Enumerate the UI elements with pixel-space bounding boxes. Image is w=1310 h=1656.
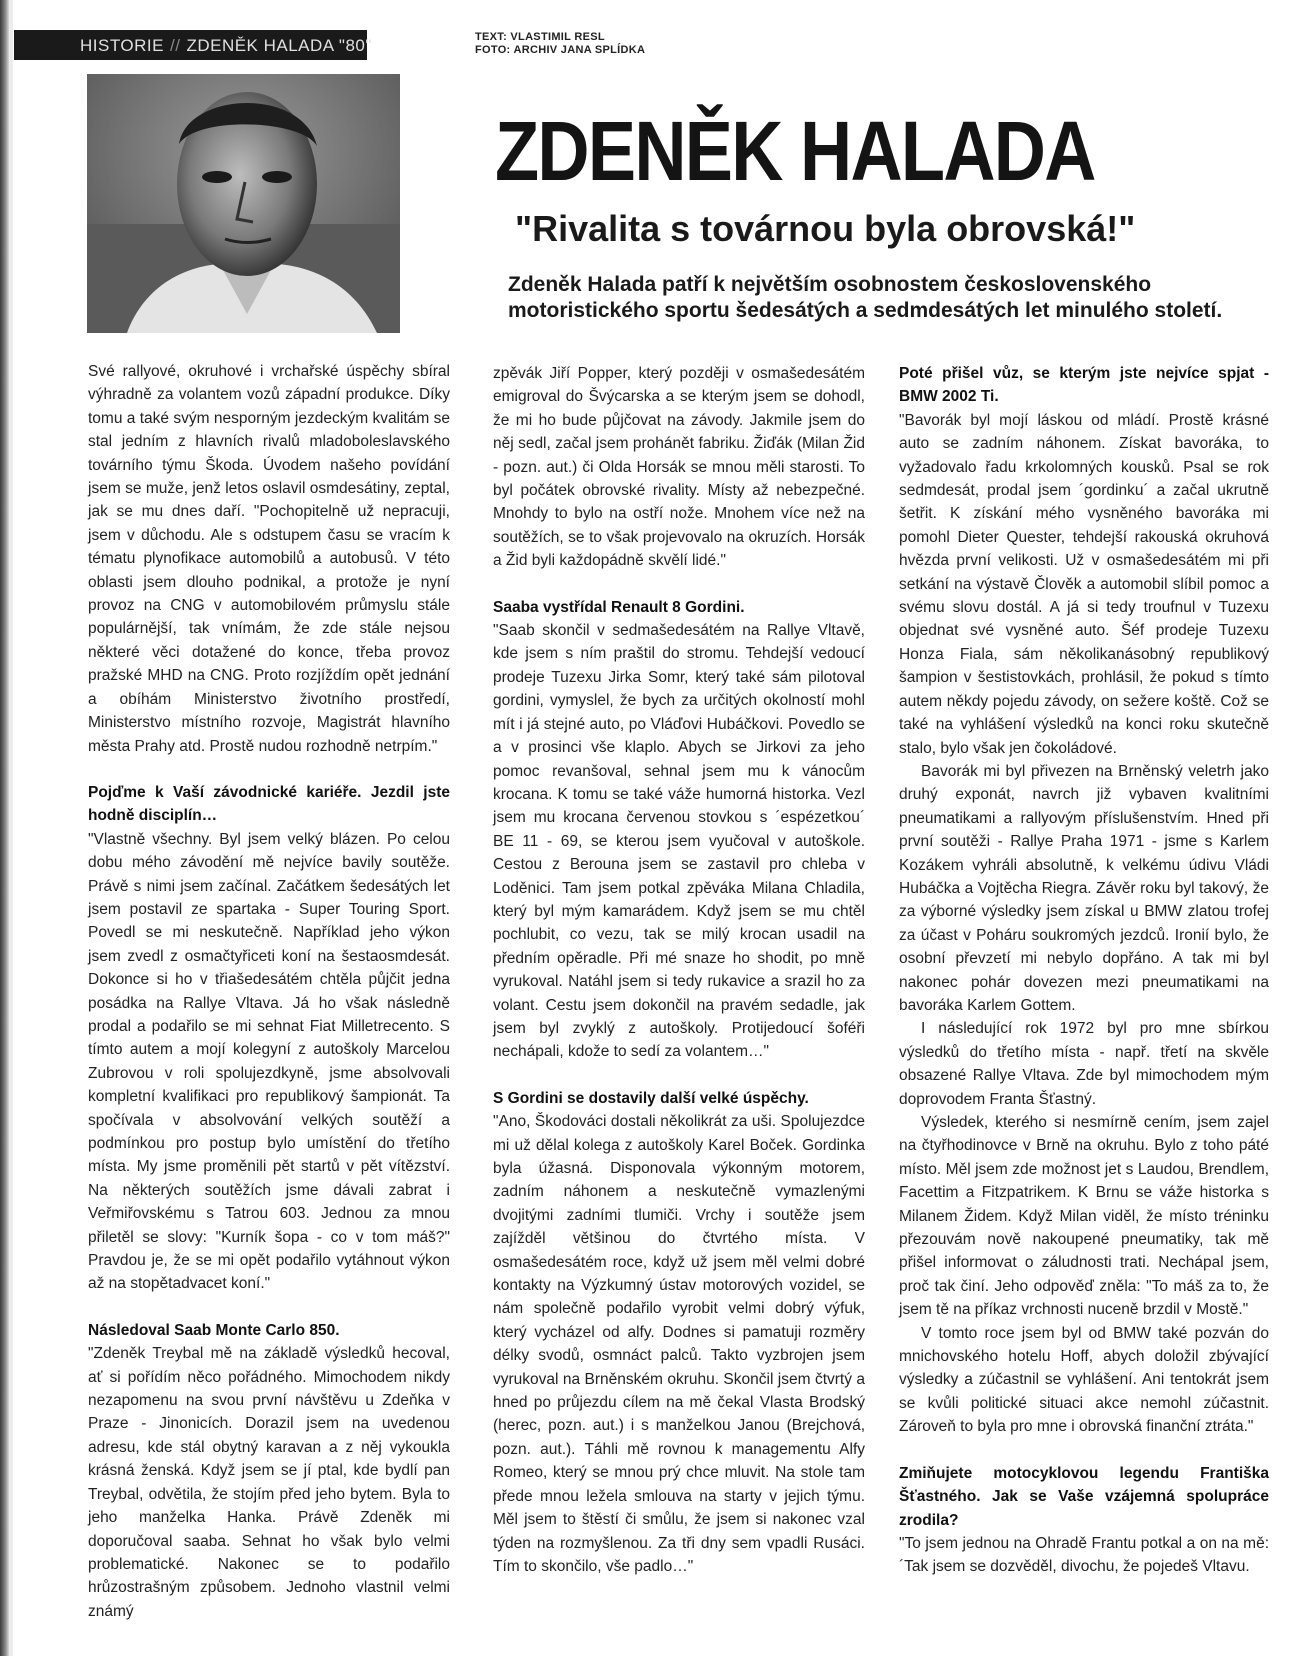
article-subtitle: "Rivalita s továrnou byla obrovská!" (515, 208, 1136, 249)
portrait-photo (87, 74, 400, 333)
interview-question: Následoval Saab Monte Carlo 850. (88, 1321, 340, 1339)
interview-question: Saaba vystřídal Renault 8 Gordini. (493, 598, 745, 616)
section-separator: // (169, 36, 181, 55)
article-column-1 (88, 360, 450, 1623)
paragraph: "Bavorák byl mojí láskou od mládí. Prostě krásné auto se zadním náhonem. Získat bavoráka, to vyžadovalo řadu krkolomných kousků. Psal se rok sedmdesát, prodal jsem ´gordinku´ a začal ukrutně šetřit. K získání mého vysněného bavoráka mi pomohl Dieter Quester, tehdejší rakouská okruhová hvězda první velikosti. Už v osmašedesátém mi při setkání na výstavě Člověk a automobil slíbil pomoc a svému slovu dostál. A já si tedy troufnul v Tuzexu objednat své vysněné auto. Šéf prodeje Tuzexu Honza Fiala, sám několikanásobný republikový šampion v šestistovkách, prohlásil, že pokud s tímto autem někdy pojedu závody, on sežere koště. Což se také na vyhlášení výsledků na konci roku skutečně stalo, bylo však jen čokoládové. (899, 411, 1269, 757)
interview-question: Poté přišel vůz, se kterým jste nejvíce spjat - BMW 2002 Ti. (899, 365, 1269, 406)
paragraph: "Ano, Škodováci dostali několikrát za uši. Spolujezdce mi už dělal kolega z autoškoly Karel Boček. Gordinka byla úžasná. Disponovala výkonným motorem, zadním náhonem a neskutečně vymazlenými dvojitými zadními tlumiči. Vrchy i soutěže jsem zajížděl většinou do čtvrtého místa. V osmašedesátém roce, když už jsem měl velmi dobré kontakty na Výzkumný ústav motorových vozidel, se nám společně podařilo vyrobit velmi dobrý výfuk, který vycházel od alfy. Dodnes si pamatuji rozměry délky svodů, osmnáct palců. Takto vyzbrojen jsem vyrukoval na Brněnském okruhu. Skončil jsem čtvrtý a hned po průjezdu cílem na mě čekal Vlasta Brodský (herec, pozn. aut.) i s manželkou Janou (Brejchová, pozn. aut.). Táhli mě rovnou k managementu Alfy Romeo, který se mnou prý chce mluvit. Na stole tam přede mnou ležela smlouva na starty v jejich týmu. Měl jsem to štěstí či smůlu, že jsem si nakonec vzal týden na rozmyšlenou. Za tři dny sem vpadli Rusáci. Tím to skončilo, vše padlo…" (493, 1113, 865, 1575)
paragraph: "Zdeněk Treybal mě na základě výsledků hecoval, ať si pořídím něco pořádného. Mimochodem nikdy nezapomenu na svou první návštěvu u Zdeňka v Praze - Jinonicích. Dorazil jsem na uvedenou adresu, kde stál obytný karavan a z něj vykoukla krásná ženská. Když jsem se jí ptal, kde bydlí pan Treybal, odvětila, že stojím před jeho bytem. Byla to jeho manželka Hanka. Právě Zdeněk mi doporučoval saaba. Sehnat ho však bylo velmi problematické. Nakonec se to podařilo hrůzostrašným způsobem. Jednoho vlastnil velmi známý (88, 1345, 450, 1620)
interview-question: Zmiňujete motocyklovou legendu Františka Šťastného. Jak se Vaše vzájemná spolupráce zrodila? (899, 1464, 1269, 1529)
section-header-text (80, 36, 372, 56)
series-label: ZDENĚK HALADA "80" (186, 36, 372, 55)
article-column-2 (493, 362, 865, 1578)
paragraph: "Vlastně všechny. Byl jsem velký blázen. Po celou dobu mého závodění mě nejvíce bavily soutěže. Právě s nimi jsem začínal. Začátkem šedesátých let jsem postavil ze spartaka - Super Touring Sport. Povedl se mi neskutečně. Například jeho výkon jsem zvedl z osmačtyřiceti koní na šestaosmdesát. Dokonce si ho v třiašedesátém chtěla půjčit jedna posádka na Rallye Vltava. Já ho však následně prodal a podařilo se mi sehnat Fiat Milletrecento. S tímto autem a mojí kolegyní z autoškoly Marcelou Zubrovou v roli spolujezdkyně, jsme absolvovali kompletní kvalifikaci pro republikový šampionát. Ta spočívala v absolvování velkých soutěží a podmínkou pro postup bylo umístění do třetího místa. My jsme proměnili pět startů v pět vítězství. Na některých soutěžích jsme dávali zabrat i Veřmiřovskému s Tatrou 603. Jednou za mnou přiletěl se slovy: "Kurník šopa - co v tom máš?" Pravdou je, že se mi opět podařilo vytáhnout výkon až na stopětadvacet koní." (88, 830, 450, 1293)
paragraph: I následující rok 1972 byl pro mne sbírkou výsledků do třetího místa - např. třetí na skvěle obsazené Rallye Vltava. Zde byl mimochodem mým doprovodem Franta Šťastný. (899, 1020, 1269, 1108)
paragraph: zpěvák Jiří Popper, který později v osmašedesátém emigroval do Švýcarska a se kterým jsem se dohodl, že mi ho bude půjčovat na závody. Jakmile jsem do něj sedl, začal jsem prohánět fabriku. Žiďák (Milan Žid - pozn. aut.) či Olda Horsák se mnou měli starosti. To byl počátek obrovské rivality. Místy až nebezpečné. Mnohdy to bylo na ostří nože. Mnohem více než na soutěžích, se to však projevovalo na okruzích. Horsák a Žid byli každopádně skvělí lidé." (493, 365, 865, 570)
portrait-photo-image (87, 74, 400, 333)
paragraph: Své rallyové, okruhové i vrchařské úspěchy sbíral výhradně za volantem vozů západní produkce. Díky tomu a také svým nesporným jezdeckým kvalitám se stal jedním z hlavních rivalů mladoboleslavského továrního týmu Škoda. Úvodem našeho povídání jsem se muže, jenž letos oslavil osmdesátiny, zeptal, jak se mu dnes daří. "Pochopitelně už nepracuji, jsem v důchodu. Ale s odstupem času se vracím k tématu plynofikace automobilů a autobusů. V této oblasti jsem dlouho podnikal, a protože je nyní provoz na CNG v automobilovém průmyslu stále populárnější, tak vnímám, že zde stále nejsou některé věci dotažené do konce, třeba provoz pražské MHD na CNG. Proto rozjíždím opět jednání a obíhám Ministerstvo životního prostředí, Ministerstvo místního rozvoje, Magistrát hlavního města Prahy atd. Prostě nudou rozhodně netrpím." (88, 363, 450, 755)
binding-gutter-highlight (9, 0, 13, 1656)
lead-line-1: Zdeněk Halada patří k největším osobnostem československého (508, 273, 1152, 296)
paragraph: V tomto roce jsem byl od BMW také pozván do mnichovského hotelu Hoff, abych doložil zbývající výsledky a zúčastnil se vyhlášení. Ani tentokrát jsem se kvůli politické situaci akce nemohl zúčastnit. Zároveň to byla pro mne i obrovská finanční ztráta." (899, 1324, 1269, 1436)
binding-gutter (0, 0, 9, 1656)
article-title: ZDENĚK HALADA (495, 104, 1095, 198)
lead-line-2: motoristického sportu šedesátých a sedmdesátých let minulého století. (508, 299, 1223, 322)
section-label: HISTORIE (80, 36, 164, 55)
interview-question: Pojďme k Vaší závodnické kariéře. Jezdil jste hodně disciplín… (88, 783, 450, 825)
article-lead (508, 272, 1288, 324)
paragraph: "Saab skončil v sedmašedesátém na Rallye Vltavě, kde jsem s ním praštil do stromu. Tehdejší vedoucí prodeje Tuzexu Jirka Somr, který také sám pilotoval gordini, vymyslel, že bych za určitých okolností mohl mít i já stejné auto, po Vláďovi Hubáčkovi. Povedlo se a v prosinci vše klaplo. Abych se Jirkovi za jeho pomoc revanšoval, sehnal jsem mu k vánocům krocana. K tomu se také váže humorná historka. Vezl jsem mu krocana červenou stovkou s ´espézetkou´ BE 11 - 69, se kterou jsem vyučoval v autoškole. Cestou z Berouna jsem se zastavil pro chleba v Loděnici. Tam jsem potkal zpěváka Milana Chladila, který byl mým kamarádem. Když jsem se mu chtěl pochlubit, co vezu, tak se milý krocan usadil na předním opěradle. Při mé snaze ho shodit, po mně vyrukoval. Natáhl jsem si tedy rukavice a srazil ho za volant. Cestu jsem dokončil na pravém sedadle, jak jsem byl zvyklý z autoškoly. Protijedoucí šoféři nechápali, kdože to sedí za volantem…" (493, 622, 865, 1061)
credit-photo: FOTO: ARCHIV JANA SPLÍDKA (475, 44, 646, 56)
interview-question: S Gordini se dostavily další velké úspěchy. (493, 1089, 809, 1107)
credit-text: TEXT: VLASTIMIL RESL (475, 31, 605, 43)
article-credits (475, 31, 645, 57)
article-column-3 (899, 362, 1269, 1579)
paragraph: "To jsem jednou na Ohradě Frantu potkal a on na mě: ´Tak jsem se dozvěděl, divochu, že pojedeš Vltavu. (899, 1534, 1269, 1576)
paragraph: Bavorák mi byl přivezen na Brněnský veletrh jako druhý exponát, navrch již vybaven kvalitními pneumatikami a rallyovým příslušenstvím. Hned při první soutěži - Rallye Praha 1971 - jsme s Karlem Kozákem vyhráli absolutně, k velkému údivu Vládi Hubáčka a Vojtěcha Riegra. Závěr roku byl takový, že za výborné výsledky jsem získal u BMW zlatou trofej za účast v Poháru soukromých jezdců. Ironií bylo, že osobní převzetí mi nebylo dopřáno. A tak mi byl nakonec pohár dovezen mezi pneumatikami na bavoráka Karlem Gottem. (899, 762, 1269, 1014)
paragraph: Výsledek, kterého si nesmírně cením, jsem zajel na čtyřhodinovce v Brně na okruhu. Bylo z toho páté místo. Měl jsem zde možnost jet s Laudou, Brendlem, Facettim a Fitzpatrikem. K Brnu se váže historka s Milanem Židem. Když Milan viděl, že místo tréninku přezouvám nově nakoupené pneumatiky, tak mě přišel informovat o záludnosti trati. Nechápal jsem, proč tak činí. Jeho odpověď zněla: "To máš za to, že jsem tě na příkaz vrchnosti nuceně brzdil v Mostě." (899, 1114, 1269, 1319)
